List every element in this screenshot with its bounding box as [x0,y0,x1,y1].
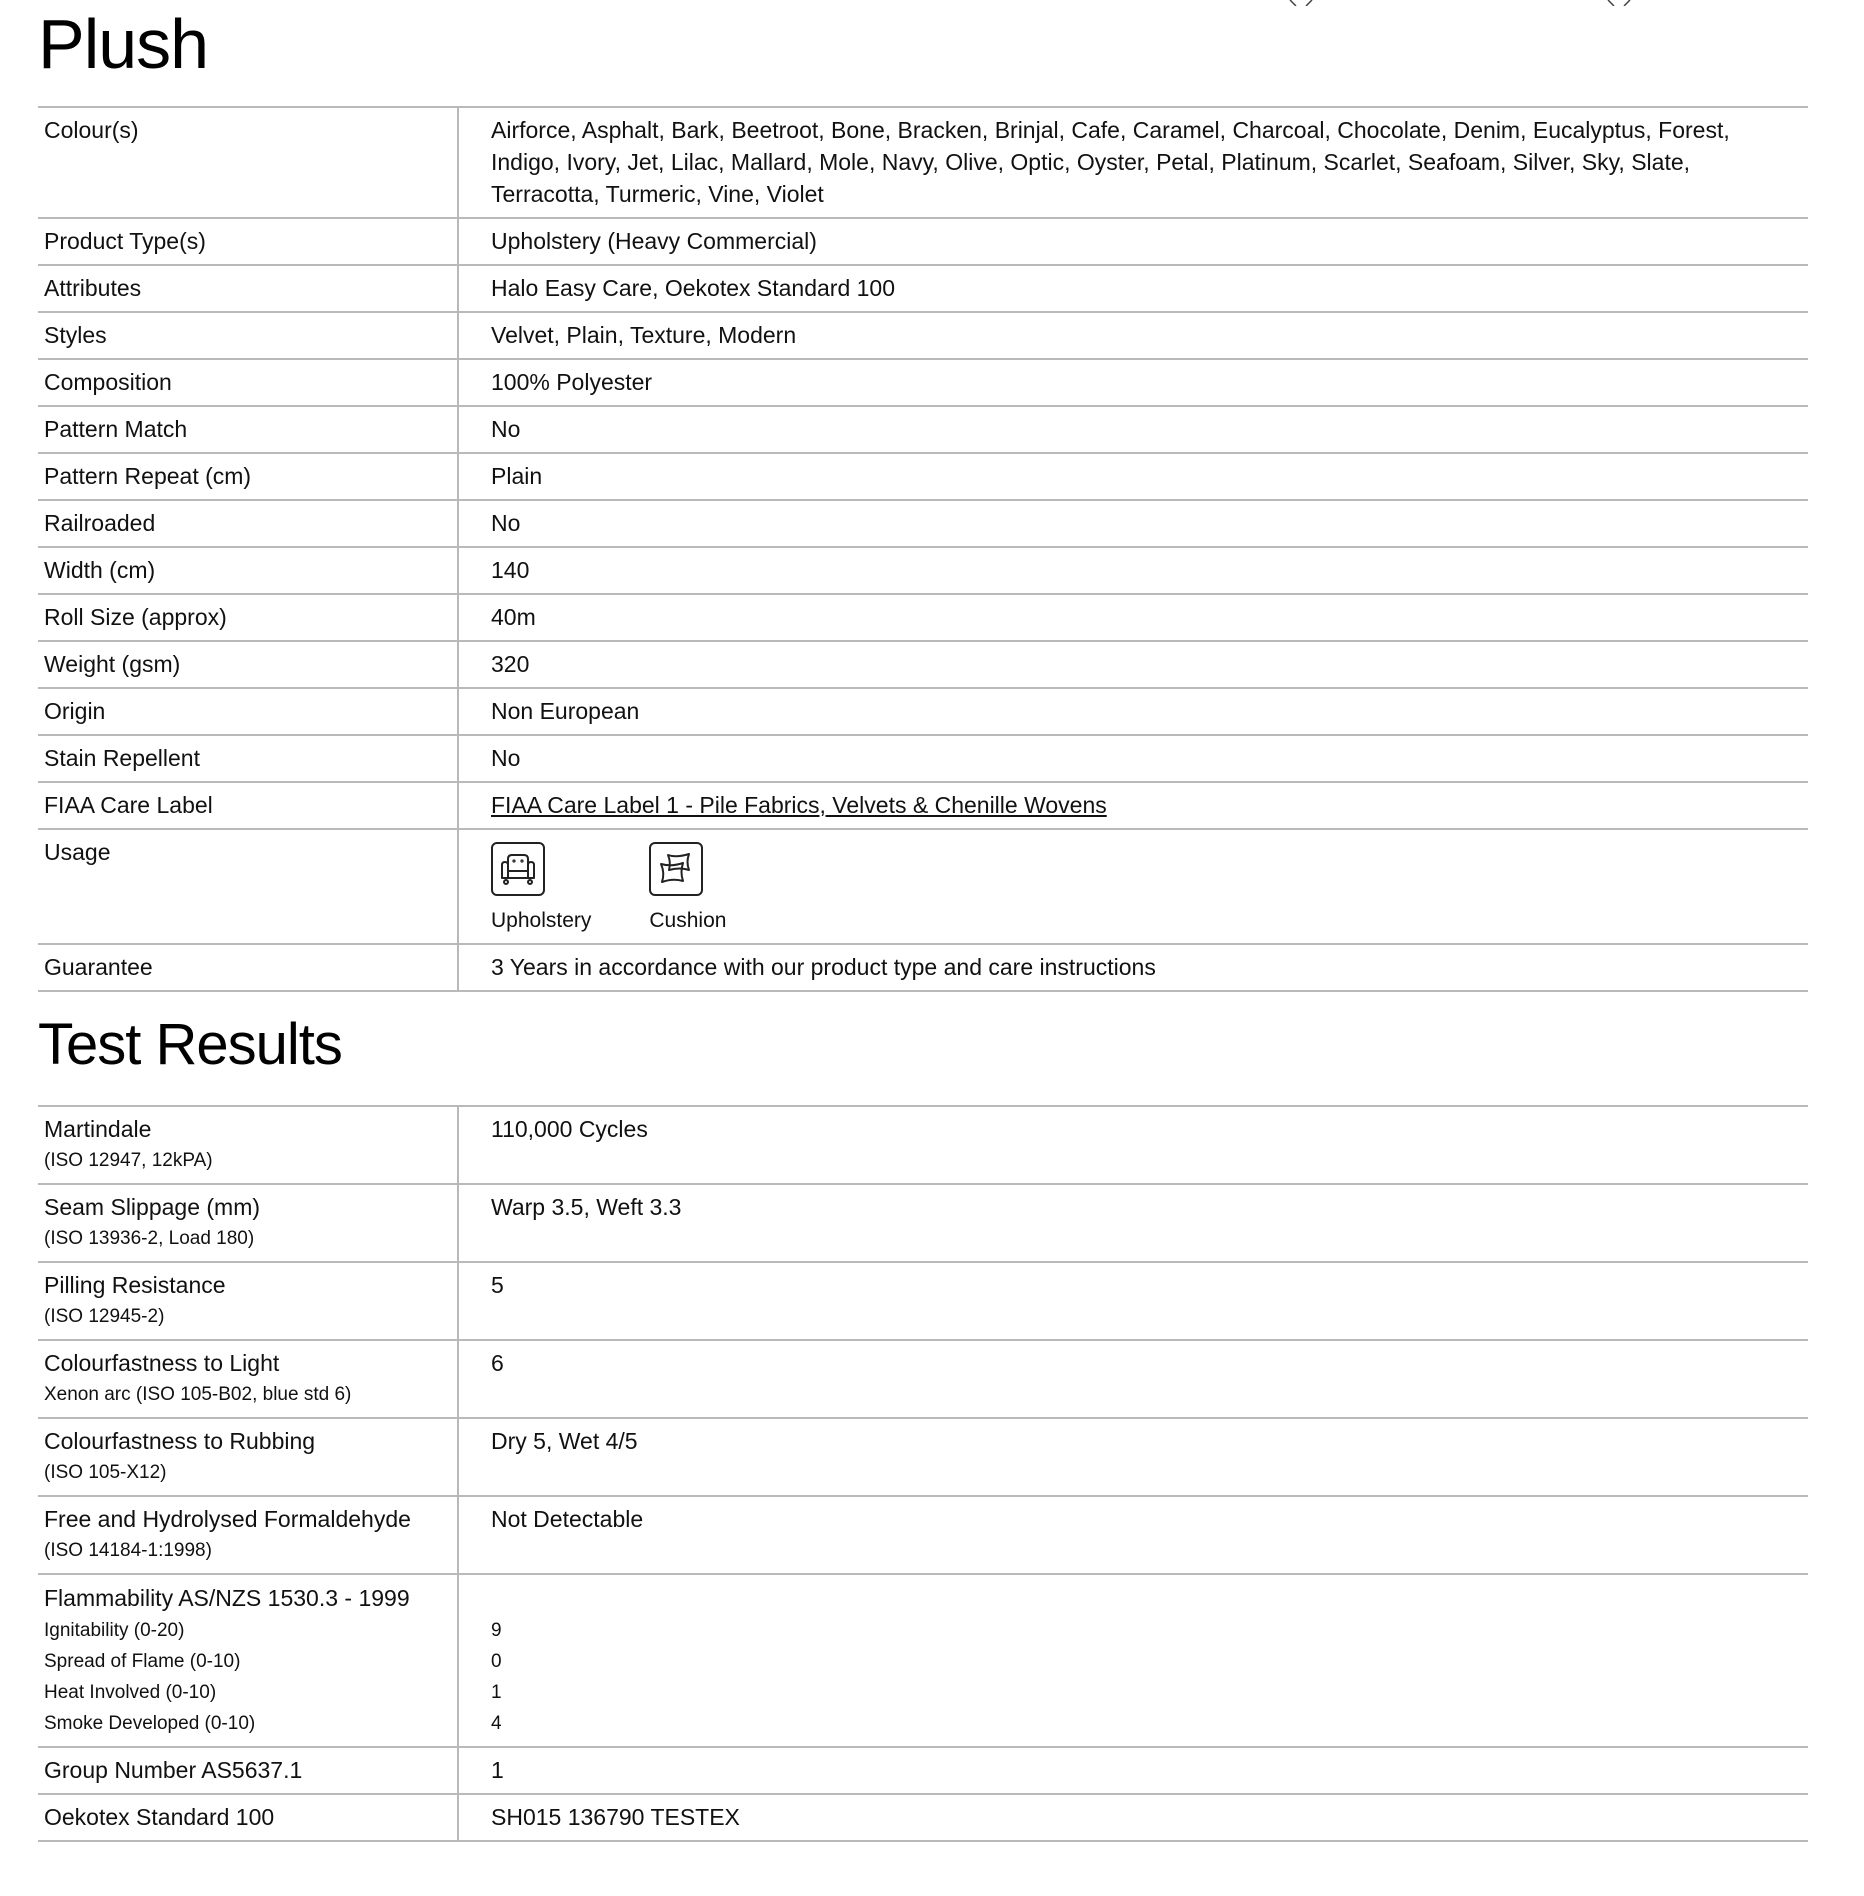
table-row [38,1418,1808,1496]
spec-label: Guarantee [38,944,458,991]
test-value: 110,000 Cycles [458,1106,1808,1184]
flammability-item-value: 0 [491,1651,502,1672]
table-row-flammability [38,1574,1808,1747]
table-row [38,1184,1808,1262]
table-row [38,735,1808,782]
flammability-item-label: Heat Involved (0-10) [44,1682,217,1703]
product-title: Plush [38,5,209,83]
test-standard: (ISO 12947, 12kPA) [44,1150,213,1171]
test-standard: (ISO 105-X12) [44,1462,167,1483]
table-row [38,944,1808,991]
spec-value: No [458,406,1808,453]
test-label: Seam Slippage (mm) [44,1194,261,1220]
table-row [38,1106,1808,1184]
armchair-icon [491,842,545,896]
spec-label: Colour(s) [38,107,458,218]
table-row [38,265,1808,312]
table-row [38,641,1808,688]
spec-label: Composition [38,359,458,406]
spec-value: Non European [458,688,1808,735]
table-row [38,107,1808,218]
test-value: 5 [458,1262,1808,1340]
spec-value: Velvet, Plain, Texture, Modern [458,312,1808,359]
flammability-label: Flammability AS/NZS 1530.3 - 1999 [44,1585,410,1611]
test-label: Colourfastness to Rubbing [44,1428,316,1454]
test-standard: (ISO 13936-2, Load 180) [44,1228,255,1249]
spec-label: Product Type(s) [38,218,458,265]
test-standard: Xenon arc (ISO 105-B02, blue std 6) [44,1384,352,1405]
usage-item-upholstery [491,842,591,934]
care-label-link[interactable]: FIAA Care Label 1 - Pile Fabrics, Velvets & Chenille Wovens [491,792,1107,818]
table-row [38,1262,1808,1340]
test-value: Dry 5, Wet 4/5 [458,1418,1808,1496]
flammability-item-value: 1 [491,1682,502,1703]
table-row [38,594,1808,641]
test-value: 6 [458,1340,1808,1418]
spec-label: Styles [38,312,458,359]
flammability-label-cell [38,1574,458,1747]
spec-value: 100% Polyester [458,359,1808,406]
spec-value: Halo Easy Care, Oekotex Standard 100 [458,265,1808,312]
usage-label: Cushion [649,909,727,932]
product-spec-table [38,106,1808,992]
spec-label: Attributes [38,265,458,312]
usage-cell [458,829,1808,944]
test-label-cell [38,1418,458,1496]
spec-label: Railroaded [38,500,458,547]
usage-label: Upholstery [491,909,592,932]
table-row [38,406,1808,453]
cushion-icon [649,842,703,896]
table-row [38,218,1808,265]
spec-value: Upholstery (Heavy Commercial) [458,218,1808,265]
test-label: Oekotex Standard 100 [38,1794,458,1841]
spec-value: 140 [458,547,1808,594]
flammability-item-label: Smoke Developed (0-10) [44,1713,256,1734]
flammability-item-value: 9 [491,1620,502,1641]
spec-label: Usage [38,829,458,944]
usage-list [491,836,1798,936]
spec-value: Airforce, Asphalt, Bark, Beetroot, Bone, Bracken, Brinjal, Cafe, Caramel, Charcoal, Chocolate, Denim, Eucalyptus, Forest, Indigo, Ivory, Jet, Lilac, Mallard, Mole, Navy, Olive, Optic, Oyster, Petal, Platinum, Scarlet, Seafoam, Silver, Sky, Slate, Terracotta, Turmeric, Vine, Violet [458,107,1808,218]
test-label-cell [38,1496,458,1574]
spec-label: Origin [38,688,458,735]
table-row [38,688,1808,735]
table-row [38,312,1808,359]
flammability-spacer [491,1581,1798,1615]
table-row [38,1496,1808,1574]
table-row [38,1747,1808,1794]
table-row [38,1340,1808,1418]
spec-value: No [458,735,1808,782]
spec-label: Pattern Match [38,406,458,453]
spec-label: Weight (gsm) [38,641,458,688]
spec-value: Plain [458,453,1808,500]
table-row [38,359,1808,406]
spec-value: 320 [458,641,1808,688]
table-row [38,1794,1808,1841]
test-label-cell [38,1184,458,1262]
table-row [38,500,1808,547]
flammability-item-label: Ignitability (0-20) [44,1620,185,1641]
test-results-title: Test Results [38,1012,342,1077]
table-row [38,829,1808,944]
test-results-table [38,1105,1808,1842]
test-label: Group Number AS5637.1 [38,1747,458,1794]
spec-label: Roll Size (approx) [38,594,458,641]
table-row [38,782,1808,829]
test-label: Colourfastness to Light [44,1350,280,1376]
test-value: Not Detectable [458,1496,1808,1574]
test-label: Martindale [44,1116,152,1142]
spec-value: 40m [458,594,1808,641]
flammability-item-label: Spread of Flame (0-10) [44,1651,241,1672]
product-spec-page [38,0,1808,1842]
table-row [38,453,1808,500]
spec-label: Pattern Repeat (cm) [38,453,458,500]
spec-value: 3 Years in accordance with our product type and care instructions [458,944,1808,991]
usage-item-cushion [649,842,726,934]
spec-label: Width (cm) [38,547,458,594]
test-standard: (ISO 14184-1:1998) [44,1540,212,1561]
test-label: Pilling Resistance [44,1272,226,1298]
test-label-cell [38,1340,458,1418]
spec-value-cell [458,782,1808,829]
spec-value: No [458,500,1808,547]
flammability-item-value: 4 [491,1713,502,1734]
spec-label: FIAA Care Label [38,782,458,829]
spec-label: Stain Repellent [38,735,458,782]
test-standard: (ISO 12945-2) [44,1306,165,1327]
test-value: 1 [458,1747,1808,1794]
flammability-value-cell [458,1574,1808,1747]
test-label-cell [38,1262,458,1340]
test-label-cell [38,1106,458,1184]
test-value: Warp 3.5, Weft 3.3 [458,1184,1808,1262]
test-label: Free and Hydrolysed Formaldehyde [44,1506,411,1532]
table-row [38,547,1808,594]
test-value: SH015 136790 TESTEX [458,1794,1808,1841]
